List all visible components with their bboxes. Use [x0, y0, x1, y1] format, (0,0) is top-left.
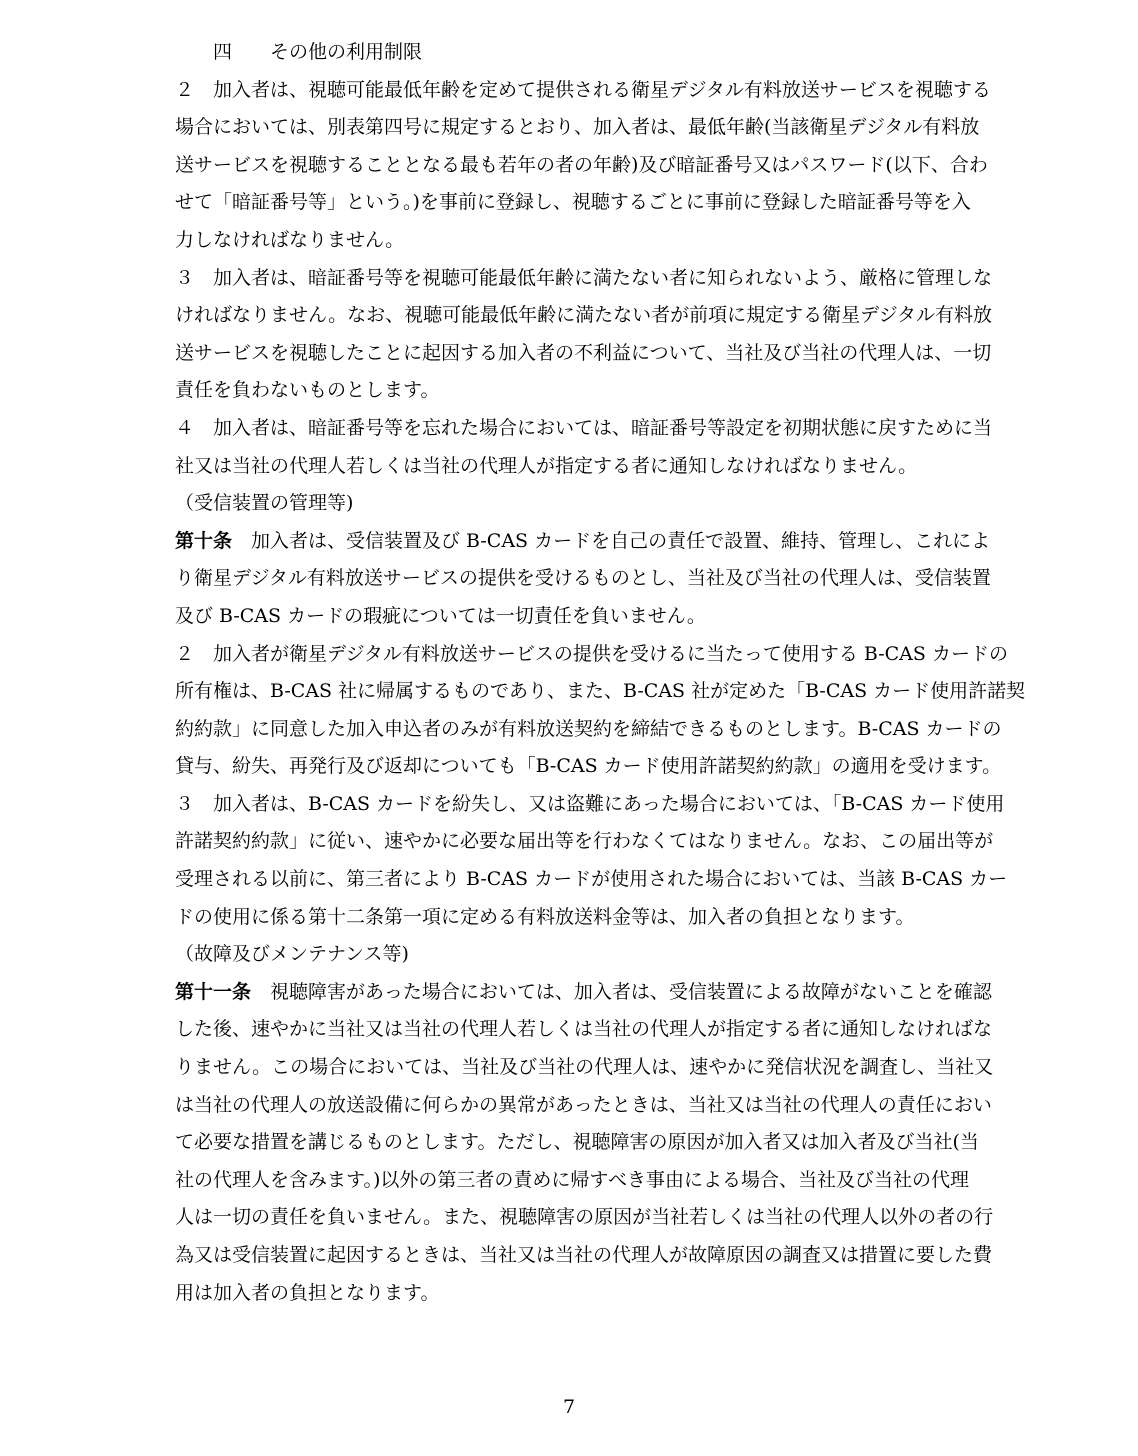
section-caption-maintenance — [175, 936, 1085, 974]
paragraph-line — [175, 1049, 1085, 1087]
line-text: り衛星デジタル有料放送サービスの提供を受けるものとし、当社及び当社の代理人は、受信装置 — [175, 567, 991, 590]
paragraph-line — [175, 823, 1085, 861]
paragraph-line — [175, 1275, 1085, 1313]
line-text: 力しなければなりません。 — [175, 228, 405, 251]
paragraph-line — [175, 1162, 1085, 1200]
line-text: 許諾契約約款」に従い、速やかに必要な届出等を行わなくてはなりません。なお、この届出等が — [175, 830, 994, 853]
paragraph-line — [175, 636, 1085, 674]
paragraph-line — [175, 673, 1085, 711]
paragraph-line — [175, 899, 1085, 937]
document-body — [175, 34, 1085, 1312]
paragraph-line — [175, 1199, 1085, 1237]
paragraph-line — [175, 184, 1085, 222]
line-text: 社の代理人を含みます。)以外の第三者の責めに帰すべき事由による場合、当社及び当社の代理 — [175, 1168, 970, 1191]
paragraph-line — [175, 560, 1085, 598]
line-text: 場合においては、別表第四号に規定するとおり、加入者は、最低年齢(当該衛星デジタル有料放 — [175, 116, 980, 139]
section-caption-receiver — [175, 485, 1085, 523]
paragraph-line — [175, 598, 1085, 636]
line-text: 加入者は、受信装置及び B-CAS カードを自己の責任で設置、維持、管理し、これによ — [232, 529, 991, 552]
paragraph-line — [175, 297, 1085, 335]
paragraph-line — [175, 372, 1085, 410]
line-text: ければなりません。なお、視聴可能最低年齢に満たない者が前項に規定する衛星デジタル有料放 — [175, 304, 993, 327]
paragraph-line — [175, 147, 1085, 185]
paragraph-line — [175, 711, 1085, 749]
line-text: 人は一切の責任を負いません。また、視聴障害の原因が当社若しくは当社の代理人以外の者の行 — [175, 1206, 994, 1229]
article-11-line — [175, 974, 1085, 1012]
article-title: 第十一条 — [175, 980, 252, 1003]
paragraph-line — [175, 861, 1085, 899]
article-10-line — [175, 523, 1085, 561]
line-text: ４ 加入者は、暗証番号等を忘れた場合においては、暗証番号等設定を初期状態に戻すために当 — [175, 416, 993, 439]
line-text: （故障及びメンテナンス等) — [175, 943, 409, 966]
paragraph-line — [175, 260, 1085, 298]
line-text: て必要な措置を講じるものとします。ただし、視聴障害の原因が加入者又は加入者及び当社(当 — [175, 1131, 979, 1154]
line-text: りません。この場合においては、当社及び当社の代理人は、速やかに発信状況を調査し、当社又 — [175, 1056, 994, 1079]
line-text: 用は加入者の負担となります。 — [175, 1281, 440, 1304]
line-text: 及び B-CAS カードの瑕疵については一切責任を負いません。 — [175, 604, 706, 627]
page-number: 7 — [562, 1396, 576, 1418]
line-text: 為又は受信装置に起因するときは、当社又は当社の代理人が故障原因の調査又は措置に要した費 — [175, 1244, 993, 1266]
paragraph-line — [175, 222, 1085, 260]
line-text: ２ 加入者は、視聴可能最低年齢を定めて提供される衛星デジタル有料放送サービスを視聴する — [175, 78, 991, 101]
line-text: ２ 加入者が衛星デジタル有料放送サービスの提供を受けるに当たって使用する B-CAS カードの — [175, 642, 1008, 665]
line-text: せて「暗証番号等」という。)を事前に登録し、視聴するごとに事前に登録した暗証番号等を入 — [175, 191, 971, 214]
paragraph-line — [175, 1237, 1085, 1275]
paragraph-line — [175, 109, 1085, 147]
line-text: （受信装置の管理等) — [175, 492, 354, 515]
paragraph-line — [175, 1087, 1085, 1125]
paragraph-line — [175, 748, 1085, 786]
line-text: 貸与、紛失、再発行及び返却についても「B-CAS カード使用許諾契約約款」の適用を受けます。 — [175, 755, 1002, 778]
paragraph-line — [175, 410, 1085, 448]
paragraph-line — [175, 786, 1085, 824]
line-text: した後、速やかに当社又は当社の代理人若しくは当社の代理人が指定する者に通知しなければな — [175, 1018, 993, 1041]
line-text: 受理される以前に、第三者により B-CAS カードが使用された場合においては、当該 B-CAS カー — [175, 868, 1008, 891]
subsection-heading-4 — [175, 34, 1085, 72]
line-text: 送サービスを視聴することとなる最も若年の者の年齢)及び暗証番号又はパスワード(以下、合わ — [175, 153, 988, 176]
paragraph-line — [175, 1011, 1085, 1049]
line-text: ３ 加入者は、暗証番号等を視聴可能最低年齢に満たない者に知られないよう、厳格に管理しな — [175, 266, 993, 289]
line-text: 約約款」に同意した加入申込者のみが有料放送契約を締結できるものとします。B-CAS カードの — [175, 717, 1002, 740]
line-text: 責任を負わないものとします。 — [175, 379, 440, 402]
paragraph-line — [175, 1124, 1085, 1162]
line-text: ３ 加入者は、B-CAS カードを紛失し、又は盗難にあった場合においては、「B-CAS カード使用 — [175, 792, 1005, 815]
line-text: は当社の代理人の放送設備に何らかの異常があったときは、当社又は当社の代理人の責任におい — [175, 1093, 992, 1116]
line-text: 視聴障害があった場合においては、加入者は、受信装置による故障がないことを確認 — [251, 980, 992, 1003]
line-text: 所有権は、B-CAS 社に帰属するものであり、また、B-CAS 社が定めた「B-CAS カード使用許諾契 — [175, 680, 1026, 703]
line-text: 社又は当社の代理人若しくは当社の代理人が指定する者に通知しなければなりません。 — [175, 454, 918, 477]
paragraph-line — [175, 335, 1085, 373]
line-text: ドの使用に係る第十二条第一項に定める有料放送料金等は、加入者の負担となります。 — [175, 905, 915, 928]
article-title: 第十条 — [175, 529, 233, 552]
paragraph-line — [175, 448, 1085, 486]
line-text: 送サービスを視聴したことに起因する加入者の不利益について、当社及び当社の代理人は、一切 — [175, 341, 992, 364]
line-text: 四 その他の利用制限 — [175, 41, 423, 63]
paragraph-line — [175, 72, 1085, 110]
